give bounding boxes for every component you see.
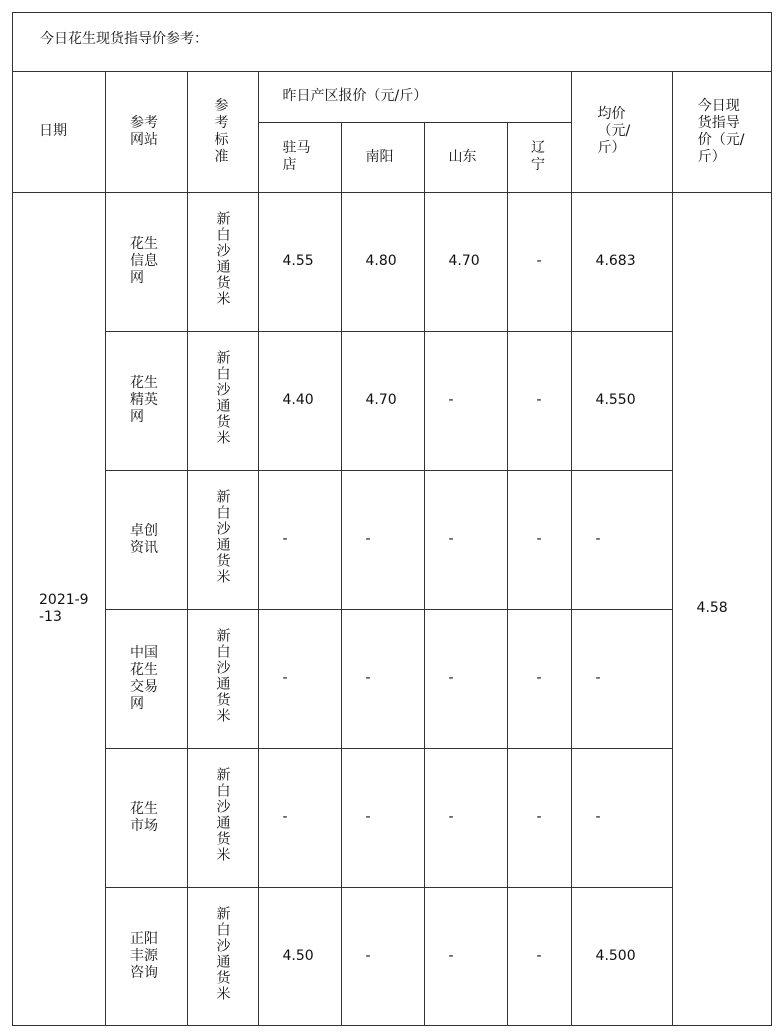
avg-price: - [571,609,672,748]
price-table [13,72,771,1026]
table-row [13,331,771,470]
header-zhumadian-label: 驻马店 [282,140,311,173]
table-row [13,192,771,331]
site-cell [105,748,187,887]
liaoning-price: - [507,470,571,609]
header-liaoning [507,122,571,192]
liaoning-price: - [507,748,571,887]
header-site [105,72,187,192]
shandong-price: - [424,887,507,1025]
header-standard-label: 参考标准 [214,97,229,165]
liaoning-price: - [507,609,571,748]
site-name: 花生信息网 [130,236,158,286]
table-row [13,609,771,748]
site-cell [105,470,187,609]
standard-value: 新白沙通货米 [214,628,231,724]
shandong-price: - [424,748,507,887]
site-name: 卓创资讯 [130,522,158,556]
today-price: 4.58 [672,192,771,1025]
standard-cell [187,331,258,470]
header-yesterday-group: 昨日产区报价（元/斤） [258,72,571,122]
nanyang-price: 4.80 [341,192,424,331]
nanyang-price: - [341,748,424,887]
date-value: 2021-9-13 [39,591,89,625]
site-cell [105,609,187,748]
site-name: 中国花生交易网 [130,644,158,712]
shandong-price: - [424,470,507,609]
avg-price: 4.683 [571,192,672,331]
shandong-price: - [424,331,507,470]
zhumadian-price: 4.40 [258,331,341,470]
standard-cell [187,609,258,748]
nanyang-price: - [341,470,424,609]
header-row-1 [13,72,771,122]
zhumadian-price: 4.50 [258,887,341,1025]
site-name: 正阳丰源咨询 [130,930,158,981]
avg-price: 4.500 [571,887,672,1025]
nanyang-price: 4.70 [341,331,424,470]
header-liaoning-label: 辽宁 [531,140,546,173]
standard-cell [187,748,258,887]
site-cell [105,887,187,1025]
header-date: 日期 [13,72,105,192]
table-row [13,748,771,887]
site-name: 花生市场 [130,800,158,834]
site-name: 花生精英网 [130,375,158,425]
liaoning-price: - [507,192,571,331]
zhumadian-price: 4.55 [258,192,341,331]
zhumadian-price: - [258,609,341,748]
liaoning-price: - [507,887,571,1025]
standard-value: 新白沙通货米 [214,489,231,585]
header-today-label: 今日现货指导价（元/斤） [697,97,745,165]
standard-cell [187,887,258,1025]
header-avg-label: 均价（元/斤） [597,106,631,157]
header-today [672,72,771,192]
standard-value: 新白沙通货米 [214,905,231,1002]
avg-price: - [571,748,672,887]
standard-cell [187,470,258,609]
header-site-label: 参考网站 [130,114,158,148]
standard-value: 新白沙通货米 [214,211,231,307]
nanyang-price: - [341,609,424,748]
site-cell [105,331,187,470]
site-cell [105,192,187,331]
nanyang-price: - [341,887,424,1025]
table-row [13,470,771,609]
zhumadian-price: - [258,470,341,609]
header-standard [187,72,258,192]
header-shandong: 山东 [424,122,507,192]
shandong-price: - [424,609,507,748]
liaoning-price: - [507,331,571,470]
header-zhumadian [258,122,341,192]
standard-cell [187,192,258,331]
table-row [13,887,771,1025]
avg-price: 4.550 [571,331,672,470]
avg-price: - [571,470,672,609]
date-cell [13,192,105,1025]
shandong-price: 4.70 [424,192,507,331]
price-document [12,12,772,1026]
header-avg [571,72,672,192]
standard-value: 新白沙通货米 [214,767,231,863]
standard-value: 新白沙通货米 [214,350,231,446]
document-caption: 今日花生现货指导价参考： [13,13,771,72]
header-nanyang: 南阳 [341,122,424,192]
zhumadian-price: - [258,748,341,887]
